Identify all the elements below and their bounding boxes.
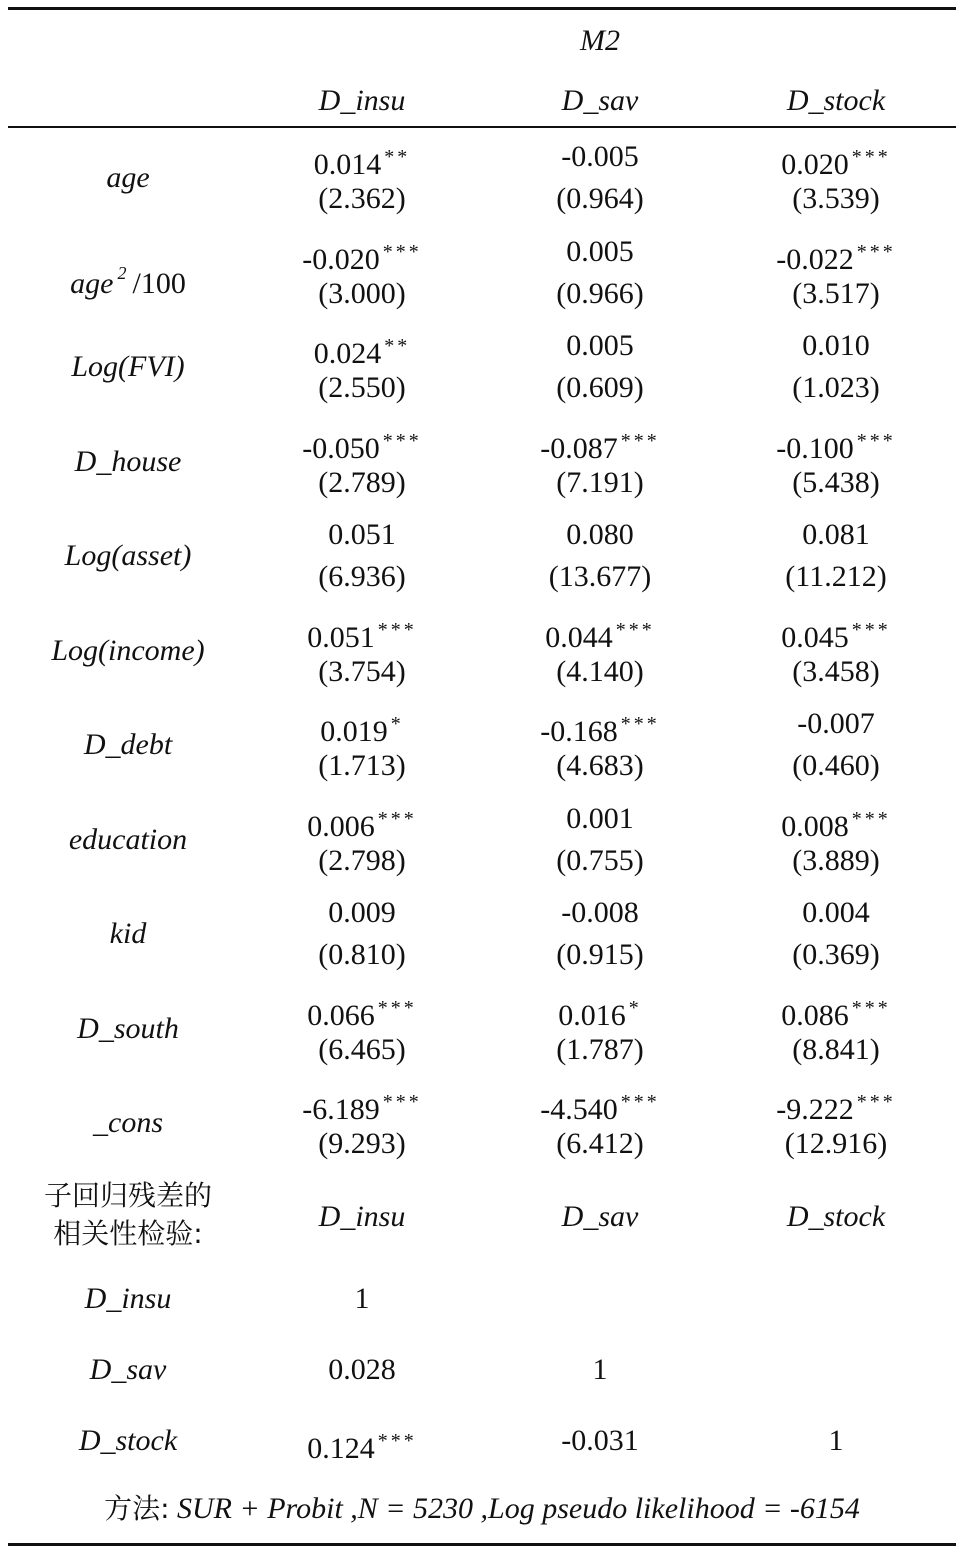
row-label-text: age: [70, 266, 114, 300]
z-statistic-value: 0.755: [566, 843, 634, 877]
paren-close: ): [633, 182, 644, 215]
z-statistic-value: 0.369: [802, 938, 870, 971]
coefficient-cell: [776, 235, 896, 277]
paren-close: ): [395, 276, 406, 310]
paren-close: ): [869, 276, 880, 310]
coefficient-value: 0.019: [320, 715, 388, 748]
coefficient-value: -0.022: [776, 242, 854, 276]
row-label: [65, 539, 192, 573]
coefficient-value: -0.168: [540, 715, 618, 748]
row-label-text: D_debt: [83, 728, 173, 761]
corr-cell: [307, 1424, 417, 1466]
paren-close: ): [869, 654, 880, 688]
paren-close: ): [395, 1032, 406, 1066]
row-label: [93, 1106, 163, 1140]
coefficient-value: 0.004: [802, 896, 870, 929]
paren-open: (: [556, 1127, 567, 1160]
z-statistic-value: 0.964: [566, 182, 634, 215]
significance-stars: ***: [615, 618, 655, 641]
paren-open: (: [792, 182, 803, 215]
paren-close: ): [869, 465, 880, 499]
column-header-d-insu: D_insu: [318, 84, 406, 117]
corr-row-label: D_stock: [78, 1424, 178, 1457]
paren-close: ): [869, 1032, 880, 1066]
significance-stars: **: [384, 335, 411, 357]
coefficient-value: 0.024: [313, 337, 382, 370]
coefficient-cell: [802, 896, 870, 930]
paren-close: ): [633, 938, 644, 971]
significance-stars: ***: [377, 1430, 417, 1452]
row-label-tail: /100: [132, 266, 186, 300]
corr-column-header: D_sav: [561, 1200, 639, 1233]
corr-column-header: D_insu: [318, 1200, 406, 1233]
z-statistic-value: 5.438: [802, 465, 870, 499]
coefficient-value: 0.016: [558, 998, 626, 1032]
z-statistic-cell: [318, 371, 406, 405]
paren-open: (: [556, 843, 567, 877]
z-statistic-value: 6.465: [328, 1032, 396, 1066]
z-statistic-value: 8.841: [802, 1032, 870, 1066]
z-statistic-cell: [792, 182, 880, 216]
paren-open: (: [318, 938, 329, 971]
footer-prefix: 方法:: [104, 1492, 170, 1525]
z-statistic-value: 2.362: [328, 182, 396, 215]
z-statistic-value: 4.140: [566, 654, 634, 688]
coefficient-cell: [802, 518, 870, 552]
paren-open: (: [792, 843, 803, 877]
z-statistic-value: 0.810: [328, 938, 396, 971]
coefficient-cell: [566, 329, 634, 363]
z-statistic-cell: [556, 277, 644, 311]
row-label: [71, 350, 184, 384]
z-statistic-cell: [792, 938, 880, 972]
paren-open: (: [556, 654, 567, 688]
coefficient-value: 0.008: [781, 809, 849, 843]
coefficient-value: -0.020: [302, 242, 380, 276]
coefficient-value: 0.066: [307, 998, 375, 1032]
significance-stars: ***: [382, 1091, 422, 1113]
z-statistic-cell: [318, 277, 406, 311]
footer-text: SUR + Probit ,N = 5230 ,Log pseudo likelihood = -6154: [177, 1492, 860, 1525]
coefficient-value: -0.008: [561, 896, 639, 929]
z-statistic-value: 3.517: [802, 276, 870, 310]
coefficient-value: 0.006: [307, 809, 375, 843]
paren-close: ): [869, 938, 880, 971]
paren-close: ): [395, 182, 406, 215]
z-statistic-value: 2.550: [328, 371, 396, 404]
coefficient-value: 0.001: [566, 801, 634, 835]
paren-close: ): [395, 371, 406, 404]
row-label-text: Log(asset): [64, 539, 192, 572]
paren-open: (: [318, 749, 329, 782]
corr-value: 1: [828, 1424, 844, 1457]
coefficient-value: 0.051: [307, 620, 375, 654]
z-statistic-value: 13.677: [558, 560, 642, 593]
z-statistic-cell: [318, 466, 406, 500]
coefficient-cell: [328, 518, 396, 552]
paren-close: ): [633, 276, 644, 310]
row-label-superscript: 2: [117, 262, 127, 283]
coefficient-cell: [776, 1085, 896, 1127]
coefficient-value: -4.540: [540, 1093, 618, 1126]
significance-stars: ***: [382, 429, 422, 452]
table-top-rule: [8, 7, 956, 10]
significance-stars: **: [384, 146, 411, 168]
paren-close: ): [869, 371, 880, 404]
paren-close: ): [395, 749, 406, 782]
significance-stars: *: [390, 713, 404, 735]
coefficient-cell: [540, 1085, 660, 1127]
significance-stars: ***: [851, 146, 891, 168]
row-label: [70, 256, 186, 301]
coefficient-value: -0.050: [302, 431, 380, 465]
paren-close: ): [633, 749, 644, 782]
z-statistic-value: 6.412: [566, 1127, 634, 1160]
z-statistic-cell: [556, 1033, 644, 1067]
z-statistic-value: 3.539: [802, 182, 870, 215]
coefficient-value: -0.007: [797, 707, 875, 740]
z-statistic-cell: [556, 655, 644, 689]
paren-open: (: [784, 1127, 795, 1160]
significance-stars: ***: [856, 240, 896, 263]
paren-close: ): [869, 749, 880, 782]
coefficient-value: 0.020: [781, 148, 849, 181]
z-statistic-cell: [792, 1033, 880, 1067]
paren-open: (: [318, 182, 329, 215]
significance-stars: ***: [620, 429, 660, 452]
corr-row-label: D_sav: [89, 1353, 167, 1386]
paren-open: (: [318, 1127, 329, 1160]
z-statistic-cell: [318, 1127, 406, 1161]
row-label: [106, 161, 149, 195]
paren-close: ): [633, 1127, 644, 1160]
paren-close: ): [395, 560, 406, 593]
coefficient-cell: [558, 991, 642, 1033]
z-statistic-value: 3.458: [802, 654, 870, 688]
paren-open: (: [318, 1032, 329, 1066]
row-label: [75, 445, 182, 479]
z-statistic-cell: [785, 1127, 888, 1161]
significance-stars: ***: [620, 1091, 660, 1113]
coefficient-cell: [802, 329, 870, 363]
column-header-d-stock: D_stock: [786, 84, 886, 117]
z-statistic-value: 0.460: [802, 749, 870, 782]
z-statistic-value: 0.609: [566, 371, 634, 404]
z-statistic-cell: [318, 560, 406, 594]
significance-stars: ***: [377, 807, 417, 830]
coefficient-cell: [302, 424, 422, 466]
corr-column-header: D_stock: [786, 1200, 886, 1233]
paren-open: (: [792, 465, 803, 499]
corr-section-label-line2: 相关性检验:: [53, 1217, 203, 1250]
coefficient-value: 0.081: [802, 518, 870, 551]
paren-close: ): [877, 1127, 888, 1160]
z-statistic-cell: [318, 1033, 406, 1067]
z-statistic-value: 2.798: [328, 843, 396, 877]
corr-cell: [593, 1353, 608, 1387]
significance-stars: ***: [382, 240, 422, 263]
paren-open: (: [792, 938, 803, 971]
z-statistic-cell: [792, 277, 880, 311]
paren-open: (: [318, 654, 329, 688]
z-statistic-value: 2.789: [328, 465, 396, 499]
paren-open: (: [318, 843, 329, 877]
corr-value: 0.028: [328, 1353, 396, 1386]
coefficient-value: -6.189: [302, 1093, 380, 1126]
coefficient-cell: [545, 613, 655, 655]
z-statistic-cell: [792, 749, 880, 783]
coefficient-value: -9.222: [776, 1093, 854, 1126]
paren-open: (: [556, 182, 567, 215]
corr-cell: [561, 1424, 639, 1458]
paren-open: (: [556, 938, 567, 971]
corr-value: 1: [354, 1282, 370, 1315]
coefficient-cell: [328, 896, 396, 930]
z-statistic-value: 11.212: [795, 560, 877, 593]
corr-section-label-line1: 子回归残差的: [43, 1179, 213, 1212]
z-statistic-cell: [556, 749, 644, 783]
paren-close: ): [633, 371, 644, 404]
coefficient-cell: [561, 896, 639, 930]
coefficient-value: 0.044: [545, 620, 613, 654]
coefficient-cell: [781, 613, 891, 655]
z-statistic-value: 9.293: [328, 1127, 396, 1160]
row-label: [51, 634, 204, 668]
column-header-d-sav: D_sav: [561, 84, 639, 117]
coefficient-cell: [797, 707, 875, 741]
coefficient-value: 0.005: [566, 329, 634, 362]
coefficient-cell: [781, 802, 891, 844]
paren-open: (: [556, 749, 567, 782]
z-statistic-cell: [556, 466, 644, 500]
paren-open: (: [792, 749, 803, 782]
significance-stars: ***: [851, 807, 891, 830]
significance-stars: ***: [856, 429, 896, 452]
z-statistic-cell: [556, 844, 644, 878]
coefficient-value: -0.087: [540, 431, 618, 465]
coefficient-value: 0.086: [781, 998, 849, 1032]
z-statistic-cell: [318, 749, 406, 783]
coefficient-value: 0.080: [566, 518, 634, 551]
z-statistic-value: 7.191: [566, 465, 634, 499]
paren-open: (: [792, 276, 803, 310]
paren-open: (: [556, 276, 567, 310]
row-label: [84, 728, 172, 762]
paren-close: ): [641, 560, 652, 593]
z-statistic-cell: [318, 938, 406, 972]
z-statistic-value: 3.754: [328, 654, 396, 688]
paren-close: ): [876, 560, 887, 593]
row-label-text: Log(income): [51, 633, 205, 667]
row-label-text: kid: [109, 917, 147, 950]
significance-stars: ***: [851, 618, 891, 641]
coefficient-cell: [566, 235, 634, 269]
coefficient-cell: [314, 140, 411, 182]
paren-open: (: [792, 1032, 803, 1066]
paren-close: ): [869, 843, 880, 877]
paren-open: (: [792, 371, 803, 404]
z-statistic-cell: [318, 182, 406, 216]
paren-open: (: [318, 560, 329, 593]
coefficient-value: 0.051: [328, 518, 396, 551]
coefficient-cell: [781, 140, 891, 182]
corr-value: 1: [592, 1353, 608, 1386]
coefficient-cell: [314, 329, 411, 371]
corr-row-label: D_insu: [84, 1282, 172, 1315]
paren-open: (: [792, 654, 803, 688]
corr-cell: [328, 1353, 396, 1387]
z-statistic-cell: [792, 466, 880, 500]
paren-open: (: [318, 276, 329, 310]
paren-open: (: [785, 560, 796, 593]
corr-value: 0.124: [307, 1432, 375, 1465]
z-statistic-value: 3.889: [802, 843, 870, 877]
coefficient-cell: [776, 424, 896, 466]
significance-stars: *: [628, 996, 642, 1019]
table-bottom-rule: [8, 1543, 956, 1546]
row-label-text: age: [106, 161, 150, 194]
table-footer: [104, 1490, 860, 1528]
z-statistic-cell: [318, 844, 406, 878]
z-statistic-cell: [792, 655, 880, 689]
z-statistic-cell: [792, 371, 880, 405]
coefficient-value: -0.100: [776, 431, 854, 465]
paren-close: ): [395, 654, 406, 688]
z-statistic-cell: [556, 1127, 644, 1161]
z-statistic-value: 0.966: [566, 276, 634, 310]
coefficient-cell: [320, 707, 404, 749]
row-label-text: education: [68, 822, 188, 856]
z-statistic-value: 1.787: [566, 1032, 634, 1066]
z-statistic-value: 6.936: [328, 560, 396, 593]
z-statistic-value: 1.713: [328, 749, 396, 782]
paren-close: ): [395, 465, 406, 499]
z-statistic-cell: [556, 182, 644, 216]
paren-close: ): [633, 843, 644, 877]
corr-section-label: [44, 1177, 212, 1253]
paren-open: (: [548, 560, 559, 593]
coefficient-cell: [307, 613, 417, 655]
coefficient-cell: [561, 140, 639, 174]
z-statistic-cell: [556, 938, 644, 972]
paren-open: (: [556, 465, 567, 499]
paren-close: ): [395, 938, 406, 971]
significance-stars: ***: [851, 996, 891, 1019]
z-statistic-value: 0.915: [566, 938, 634, 971]
coefficient-cell: [781, 991, 891, 1033]
row-label-text: D_house: [74, 444, 182, 478]
coefficient-cell: [307, 802, 417, 844]
coefficient-value: 0.014: [313, 148, 382, 181]
table-header-rule: [8, 126, 956, 128]
significance-stars: ***: [620, 713, 660, 735]
paren-close: ): [633, 1032, 644, 1066]
corr-value: -0.031: [561, 1424, 639, 1457]
significance-stars: ***: [377, 996, 417, 1019]
significance-stars: ***: [377, 618, 417, 641]
row-label: [77, 1012, 179, 1046]
coefficient-cell: [566, 802, 634, 836]
paren-open: (: [318, 465, 329, 499]
paren-close: ): [869, 182, 880, 215]
z-statistic-value: 12.916: [794, 1127, 878, 1160]
z-statistic-value: 4.683: [566, 749, 634, 782]
row-label-text: _cons: [93, 1106, 163, 1139]
model-header: M2: [580, 24, 620, 57]
paren-close: ): [633, 465, 644, 499]
coefficient-value: 0.010: [802, 329, 870, 362]
z-statistic-cell: [318, 655, 406, 689]
coefficient-value: 0.005: [566, 234, 634, 268]
paren-close: ): [633, 654, 644, 688]
paren-close: ): [395, 1127, 406, 1160]
z-statistic-cell: [556, 371, 644, 405]
coefficient-value: -0.005: [561, 140, 639, 173]
corr-cell: [829, 1424, 844, 1458]
coefficient-cell: [566, 518, 634, 552]
coefficient-cell: [540, 424, 660, 466]
paren-open: (: [318, 371, 329, 404]
coefficient-value: 0.009: [328, 896, 396, 929]
paren-open: (: [556, 371, 567, 404]
coefficient-value: 0.045: [781, 620, 849, 654]
z-statistic-cell: [792, 844, 880, 878]
row-label: [110, 917, 147, 951]
coefficient-cell: [307, 991, 417, 1033]
row-label-text: Log(FVI): [71, 350, 185, 383]
corr-cell: [355, 1282, 370, 1316]
paren-open: (: [556, 1032, 567, 1066]
coefficient-cell: [302, 235, 422, 277]
row-label: [69, 823, 187, 857]
paren-close: ): [395, 843, 406, 877]
row-label-text: D_south: [77, 1011, 179, 1045]
z-statistic-cell: [549, 560, 652, 594]
coefficient-cell: [540, 707, 660, 749]
z-statistic-value: 1.023: [802, 371, 870, 404]
significance-stars: ***: [856, 1091, 896, 1113]
coefficient-cell: [302, 1085, 422, 1127]
z-statistic-value: 3.000: [328, 276, 396, 310]
z-statistic-cell: [785, 560, 886, 594]
